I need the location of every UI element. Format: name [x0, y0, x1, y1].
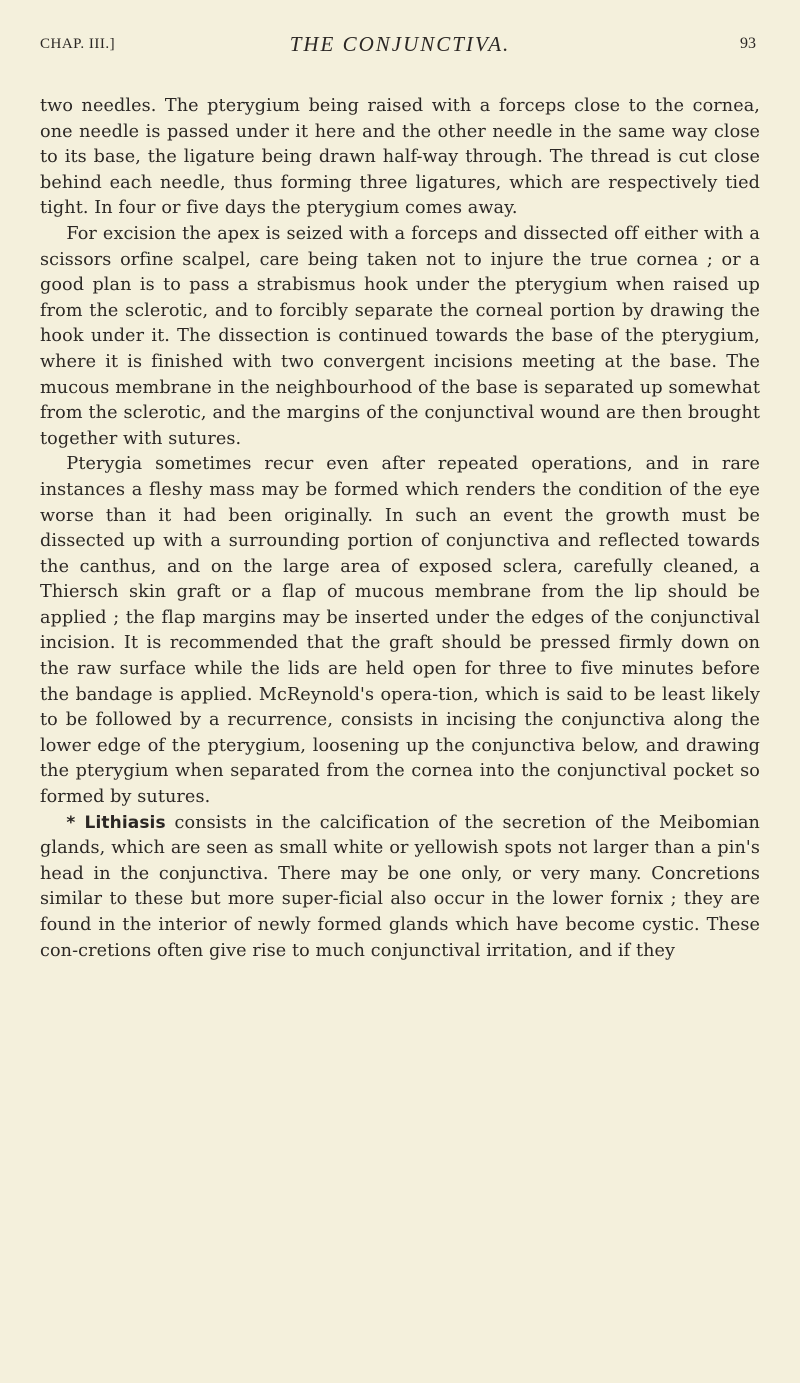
- paragraph-continued: two needles. The pterygium being raised with a forceps close to the cornea, one needle is passed under it here and the other needle in the same way close to its base, the ligature being drawn half-way through. The thread is cut close behind each needle, thus forming three ligatures, which are respectively tied tight. In four or five days the pterygium comes away.: [40, 96, 760, 219]
- paragraph-excision: For excision the apex is seized with a forceps and dissected off either with a scissors orfine scalpel, care being taken not to injure the true cornea ; or a good plan is to pass a strabismus hook under the pterygium when raised up from the sclerotic, and to forcibly separate the corneal portion by drawing the hook under it. The dissection is continued towards the base of the pterygium, where it is finished with two convergent incisions meeting at the base. The mucous membrane in the neighbourhood of the base is separated up somewhat from the sclerotic, and the margins of the conjunctival wound are then brought together with sutures.: [40, 223, 760, 449]
- paragraph-lithiasis: [40, 811, 760, 965]
- paragraph-pterygia-recur: Pterygia sometimes recur even after repeated operations, and in rare instances a fleshy mass may be formed which renders the condition of the eye worse than it had been originally. In such an event the growth must be dissected up with a surrounding portion of conjunctiva and reflected towards the canthus, and on the large area of exposed sclera, carefully cleaned, a Thiersch skin graft or a flap of mucous membrane from the lip should be applied ; the flap margins may be inserted under the edges of the conjunctival incision. It is recommended that the graft should be pressed firmly down on the raw surface while the lids are held open for three to five minutes before the bandage is applied. McReynold's opera-tion, which is said to be least likely to be followed by a recurrence, consists in incising the conjunctiva along the lower edge of the pterygium, loosening up the conjunctiva below, and drawing the pterygium when separated from the cornea into the conjunctival pocket so formed by sutures.: [40, 454, 760, 808]
- running-title: THE CONJUNCTIVA.: [289, 32, 511, 56]
- lithiasis-text: consists in the calcification of the secretion of the Meibomian glands, which are seen as small white or yellowish spots not larger than a pin's head in the conjunctiva. There may be one only, or very many. Concretions similar to these but more super-ficial also occur in the lower fornix ; they are found in the interior of newly formed glands which have become cystic. These con-cretions often give rise to much conjunctival irritation, and if they: [40, 812, 760, 961]
- page-number: 93: [740, 35, 756, 52]
- running-header: [40, 30, 760, 66]
- lithiasis-term: * Lithiasis: [66, 812, 166, 833]
- body-text: [40, 94, 760, 964]
- chapter-label: CHAP. III.]: [40, 36, 116, 52]
